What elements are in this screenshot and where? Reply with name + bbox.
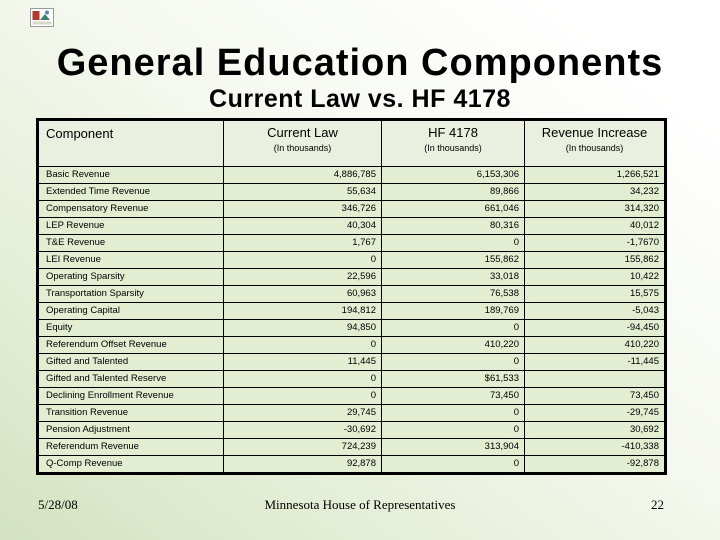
value-cell: 410,220	[525, 337, 666, 354]
value-cell: 0	[382, 422, 525, 439]
value-cell: 155,862	[382, 252, 525, 269]
broken-image-icon	[30, 8, 54, 27]
table-row	[38, 303, 666, 320]
component-cell: Operating Sparsity	[38, 269, 224, 286]
value-cell: 0	[382, 405, 525, 422]
value-cell: 410,220	[382, 337, 525, 354]
component-cell: Operating Capital	[38, 303, 224, 320]
footer-date: 5/28/08	[38, 497, 78, 512]
value-cell: 724,239	[224, 439, 382, 456]
value-cell: 29,745	[224, 405, 382, 422]
value-cell: 0	[382, 320, 525, 337]
footer-page-number: 22	[651, 497, 664, 512]
value-cell: 73,450	[382, 388, 525, 405]
table-row	[38, 201, 666, 218]
value-cell: -29,745	[525, 405, 666, 422]
value-cell: 22,596	[224, 269, 382, 286]
slide-title: General Education Components	[56, 42, 664, 84]
value-cell: 30,692	[525, 422, 666, 439]
value-cell: 0	[382, 456, 525, 474]
component-cell: LEI Revenue	[38, 252, 224, 269]
value-cell: 11,445	[224, 354, 382, 371]
component-cell: Gifted and Talented Reserve	[38, 371, 224, 388]
component-cell: Declining Enrollment Revenue	[38, 388, 224, 405]
value-cell: -1,7670	[525, 235, 666, 252]
table-row	[38, 235, 666, 252]
component-cell: T&E Revenue	[38, 235, 224, 252]
table-row	[38, 218, 666, 235]
table-header	[38, 120, 666, 167]
value-cell: 0	[224, 388, 382, 405]
value-cell: 92,878	[224, 456, 382, 474]
value-cell: 40,012	[525, 218, 666, 235]
value-cell: -92,878	[525, 456, 666, 474]
component-cell: Transition Revenue	[38, 405, 224, 422]
value-cell: -410,338	[525, 439, 666, 456]
value-cell: 89,866	[382, 184, 525, 201]
value-cell: 80,316	[382, 218, 525, 235]
value-cell: 34,232	[525, 184, 666, 201]
value-cell: 314,320	[525, 201, 666, 218]
value-cell: 1,266,521	[525, 167, 666, 184]
footer-organization: Minnesota House of Representatives	[264, 497, 456, 512]
table-row	[38, 388, 666, 405]
value-cell: $61,533	[382, 371, 525, 388]
value-cell: 1,767	[224, 235, 382, 252]
component-cell: Basic Revenue	[38, 167, 224, 184]
component-cell: Q-Comp Revenue	[38, 456, 224, 474]
value-cell: 10,422	[525, 269, 666, 286]
value-cell: 313,904	[382, 439, 525, 456]
component-cell: Referendum Offset Revenue	[38, 337, 224, 354]
value-cell: -5,043	[525, 303, 666, 320]
table-row	[38, 422, 666, 439]
value-cell: 40,304	[224, 218, 382, 235]
column-header-component	[38, 120, 224, 167]
value-cell: 0	[224, 371, 382, 388]
value-cell: 55,634	[224, 184, 382, 201]
value-cell: 33,018	[382, 269, 525, 286]
value-cell: -11,445	[525, 354, 666, 371]
column-header-sublabel: (In thousands)	[424, 143, 482, 153]
table-row	[38, 167, 666, 184]
value-cell: 76,538	[382, 286, 525, 303]
column-header-hf4178	[382, 120, 525, 167]
table-row	[38, 354, 666, 371]
value-cell: 4,886,785	[224, 167, 382, 184]
table-row	[38, 269, 666, 286]
column-header-label: Current Law	[267, 125, 338, 140]
component-cell: Referendum Revenue	[38, 439, 224, 456]
component-cell: Pension Adjustment	[38, 422, 224, 439]
table-row	[38, 371, 666, 388]
component-cell: Compensatory Revenue	[38, 201, 224, 218]
component-cell: Equity	[38, 320, 224, 337]
value-cell: -30,692	[224, 422, 382, 439]
revenue-table	[36, 118, 667, 475]
slide-subtitle: Current Law vs. HF 4178	[209, 85, 511, 113]
table-row	[38, 184, 666, 201]
table-body	[38, 167, 666, 474]
component-cell: LEP Revenue	[38, 218, 224, 235]
value-cell: 0	[382, 235, 525, 252]
value-cell: 60,963	[224, 286, 382, 303]
value-cell: -94,450	[525, 320, 666, 337]
table-row	[38, 337, 666, 354]
table-row	[38, 456, 666, 474]
table-row	[38, 405, 666, 422]
column-header-sublabel: (In thousands)	[273, 143, 332, 153]
table-row	[38, 252, 666, 269]
table-row	[38, 286, 666, 303]
column-header-revenue-increase	[525, 120, 666, 167]
table-row	[38, 439, 666, 456]
value-cell: 6,153,306	[382, 167, 525, 184]
component-cell: Transportation Sparsity	[38, 286, 224, 303]
column-header-label: Component	[46, 126, 114, 141]
value-cell: 73,450	[525, 388, 666, 405]
component-cell: Gifted and Talented	[38, 354, 224, 371]
value-cell: 194,812	[224, 303, 382, 320]
value-cell: 661,046	[382, 201, 525, 218]
value-cell: 0	[224, 252, 382, 269]
column-header-sublabel: (In thousands)	[565, 143, 624, 153]
column-header-current-law	[224, 120, 382, 167]
value-cell: 155,862	[525, 252, 666, 269]
value-cell: 189,769	[382, 303, 525, 320]
value-cell	[525, 371, 666, 388]
component-cell: Extended Time Revenue	[38, 184, 224, 201]
value-cell: 346,726	[224, 201, 382, 218]
header-row	[38, 120, 666, 167]
table-row	[38, 320, 666, 337]
value-cell: 15,575	[525, 286, 666, 303]
column-header-label: Revenue Increase	[541, 125, 648, 140]
value-cell: 94,850	[224, 320, 382, 337]
value-cell: 0	[224, 337, 382, 354]
value-cell: 0	[382, 354, 525, 371]
column-header-label: HF 4178	[428, 125, 478, 140]
